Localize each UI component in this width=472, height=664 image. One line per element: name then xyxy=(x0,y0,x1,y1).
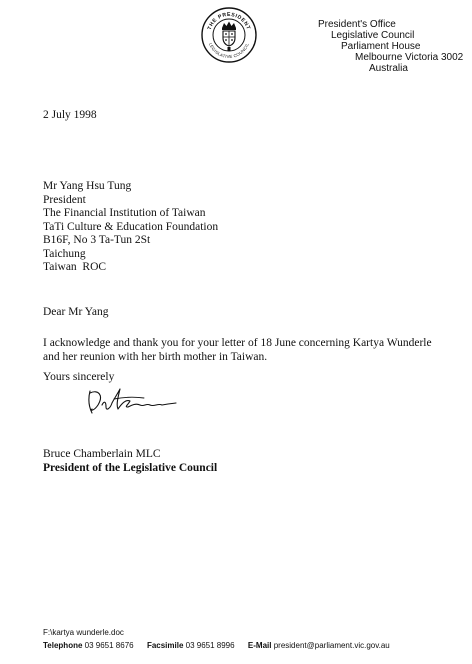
seal-ring-bottom-text: LEGISLATIVE COUNCIL xyxy=(208,42,250,60)
facsimile-label: Facsimile xyxy=(146,641,184,650)
facsimile-number: 03 9651 8996 xyxy=(185,641,235,650)
office-line: Legislative Council xyxy=(331,30,415,41)
seal-ring-top-text: THE PRESIDENT xyxy=(206,12,252,31)
recipient-line: Taichung xyxy=(43,247,86,260)
signer-block xyxy=(43,447,217,475)
telephone-number: 03 9651 8676 xyxy=(84,641,134,650)
recipient-line: Mr Yang Hsu Tung xyxy=(43,180,132,192)
signature-graphic xyxy=(84,383,204,419)
office-line: President's Office xyxy=(318,19,396,30)
salutation: Dear Mr Yang xyxy=(43,306,109,318)
recipient-line: TaTi Culture & Education Foundation xyxy=(43,220,219,233)
email-label: E-Mail xyxy=(247,641,272,650)
letter-date: 2 July 1998 xyxy=(43,109,97,121)
closing: Yours sincerely xyxy=(43,371,115,383)
signer-title: President of the Legislative Council xyxy=(43,462,218,474)
recipient-line: Taiwan ROC xyxy=(43,261,107,273)
letter-body: I acknowledge and thank you for your letter of 18 June concerning Kartya Wunderle and her reunion with her birth mother in Taiwan. xyxy=(43,337,432,363)
email-address: president@parliament.vic.gov.au xyxy=(273,641,390,650)
signer-name: Bruce Chamberlain MLC xyxy=(43,448,161,460)
recipient-line: The Financial Institution of Taiwan xyxy=(43,207,206,219)
seal-graphic xyxy=(200,6,258,64)
recipient-line: President xyxy=(43,193,86,206)
recipient-line: B16F, No 3 Ta-Tun 2St xyxy=(43,234,151,246)
legislative-council-seal xyxy=(200,6,258,64)
telephone-label: Telephone xyxy=(43,641,83,650)
file-path: F:\kartya wunderle.doc xyxy=(43,628,124,637)
office-line: Melbourne Victoria 3002 xyxy=(355,52,464,63)
handwritten-signature xyxy=(84,383,204,419)
contact-footer xyxy=(43,641,390,650)
office-line: Australia xyxy=(369,63,408,74)
office-line: Parliament House xyxy=(341,41,421,52)
recipient-address xyxy=(43,180,218,275)
